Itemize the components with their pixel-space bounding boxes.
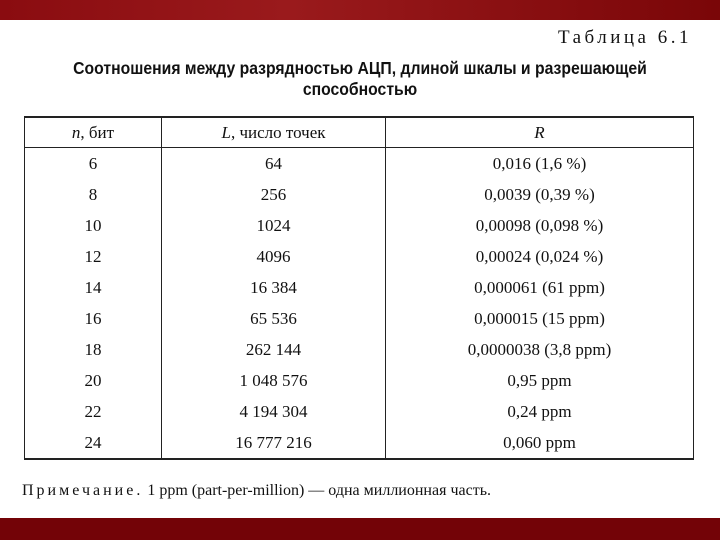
- table-row: [25, 272, 694, 303]
- table-row: [25, 241, 694, 272]
- cell-r: 0,24 ppm: [386, 396, 694, 427]
- cell-r: 0,00024 (0,024 %): [386, 241, 694, 272]
- cell-l: 64: [162, 148, 386, 180]
- bottom-banner: [0, 518, 720, 540]
- data-table: [24, 116, 694, 460]
- table-row: [25, 148, 694, 180]
- cell-n: 12: [25, 241, 162, 272]
- cell-r: 0,0039 (0,39 %): [386, 179, 694, 210]
- cell-l: 16 777 216: [162, 427, 386, 459]
- table-row: [25, 365, 694, 396]
- header-r: R: [386, 117, 694, 148]
- table-row: [25, 334, 694, 365]
- cell-l: 4096: [162, 241, 386, 272]
- table-number: Таблица 6.1: [557, 27, 692, 48]
- header-l: L, число точек: [162, 117, 386, 148]
- cell-r: 0,000015 (15 ppm): [386, 303, 694, 334]
- cell-r: 0,0000038 (3,8 ppm): [386, 334, 694, 365]
- header-row: [25, 117, 694, 148]
- cell-r: 0,060 ppm: [386, 427, 694, 459]
- cell-r: 0,016 (1,6 %): [386, 148, 694, 180]
- cell-r: 0,95 ppm: [386, 365, 694, 396]
- cell-n: 14: [25, 272, 162, 303]
- cell-n: 16: [25, 303, 162, 334]
- cell-l: 262 144: [162, 334, 386, 365]
- cell-n: 6: [25, 148, 162, 180]
- table-row: [25, 179, 694, 210]
- cell-n: 24: [25, 427, 162, 459]
- cell-l: 16 384: [162, 272, 386, 303]
- cell-l: 1024: [162, 210, 386, 241]
- cell-l: 65 536: [162, 303, 386, 334]
- table-title: Соотношения между разрядностью АЦП, длиной шкалы и разрешающей способностью: [73, 58, 647, 99]
- top-banner: [0, 0, 720, 20]
- table-row: [25, 427, 694, 459]
- table-row: [25, 303, 694, 334]
- header-n: n, бит: [25, 117, 162, 148]
- cell-r: 0,00098 (0,098 %): [386, 210, 694, 241]
- cell-n: 22: [25, 396, 162, 427]
- table-note: Примечание. 1 ppm (part-per-million) — одна миллионная часть.: [22, 482, 491, 499]
- cell-l: 1 048 576: [162, 365, 386, 396]
- table-row: [25, 396, 694, 427]
- cell-l: 4 194 304: [162, 396, 386, 427]
- cell-l: 256: [162, 179, 386, 210]
- cell-n: 20: [25, 365, 162, 396]
- table-row: [25, 210, 694, 241]
- cell-r: 0,000061 (61 ppm): [386, 272, 694, 303]
- cell-n: 10: [25, 210, 162, 241]
- cell-n: 18: [25, 334, 162, 365]
- cell-n: 8: [25, 179, 162, 210]
